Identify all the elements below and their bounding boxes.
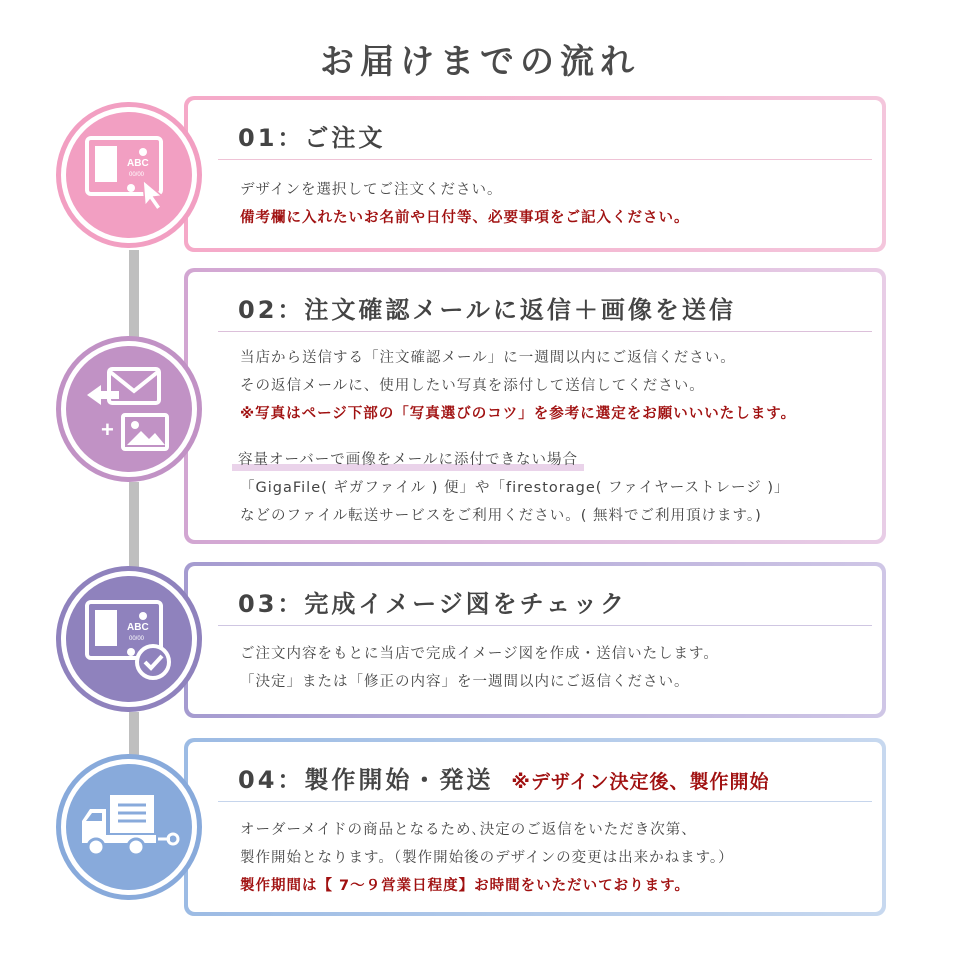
page-title: お届けまでの流れ (320, 42, 640, 82)
step-sub-text: などのファイル転送サービスをご利用ください。( 無料でご利用頂けます。) (240, 508, 762, 524)
timeline-connector (129, 250, 139, 338)
mail-image-icon (79, 359, 179, 459)
step-sub-heading: 容量オーバーで画像をメールに添付できない場合 (232, 448, 584, 471)
delivery-truck-icon (74, 787, 184, 867)
step-heading: 01：ご注文 (238, 124, 386, 152)
step-circle-4 (56, 754, 202, 900)
step-note: 備考欄に入れたいお名前や日付等、必要事項をご記入ください。 (240, 210, 690, 226)
step-heading (238, 760, 770, 795)
check-image-icon (79, 594, 179, 684)
step-card-4 (184, 738, 886, 916)
step-note: 製作期間は【 7〜９営業日程度】お時間をいただいております。 (240, 878, 690, 894)
step-text: オーダーメイドの商品となるため､決定のご返信をいただき次第、 (240, 822, 697, 838)
svg-text:00/00: 00/00 (129, 636, 145, 642)
svg-text:ABC: ABC (127, 622, 149, 633)
step-text: その返信メールに、使用したい写真を添付して送信してください。 (240, 378, 705, 394)
svg-text:+: + (101, 417, 114, 442)
step-circle-1 (56, 102, 202, 248)
step-text: ご注文内容をもとに当店で完成イメージ図を作成・送信いたします。 (240, 646, 719, 662)
svg-text:ABC: ABC (127, 158, 149, 169)
step-heading: 03：完成イメージ図をチェック (238, 590, 627, 618)
step-text: 「決定」または「修正の内容」を一週間以内にご返信ください。 (240, 674, 690, 690)
step-circle-3 (56, 566, 202, 712)
order-screen-icon (79, 130, 179, 220)
step-note: ※写真はページ下部の「写真選びのコツ」を参考に選定をお願いいいたします。 (240, 406, 797, 422)
timeline-connector (129, 712, 139, 758)
step-text: 当店から送信する「注文確認メール」に一週間以内にご返信ください。 (240, 350, 736, 366)
step-heading-note: ※デザイン決定後、製作開始 (511, 771, 770, 793)
step-card-2 (184, 268, 886, 544)
step-heading: 02：注文確認メールに返信＋画像を送信 (238, 296, 736, 324)
step-heading-text: 04：製作開始・発送 (238, 766, 494, 794)
svg-text:00/00: 00/00 (129, 172, 145, 178)
step-card-1 (184, 96, 886, 252)
step-card-3 (184, 562, 886, 718)
step-text: デザインを選択してご注文ください。 (240, 182, 503, 198)
timeline-connector (129, 482, 139, 572)
step-circle-2 (56, 336, 202, 482)
step-sub-text: 「GigaFile( ギガファイル ) 便」や「firestorage( ファイヤーストレージ )」 (240, 480, 790, 496)
step-text: 製作開始となります。（製作開始後のデザインの変更は出来かねます。） (240, 850, 734, 866)
